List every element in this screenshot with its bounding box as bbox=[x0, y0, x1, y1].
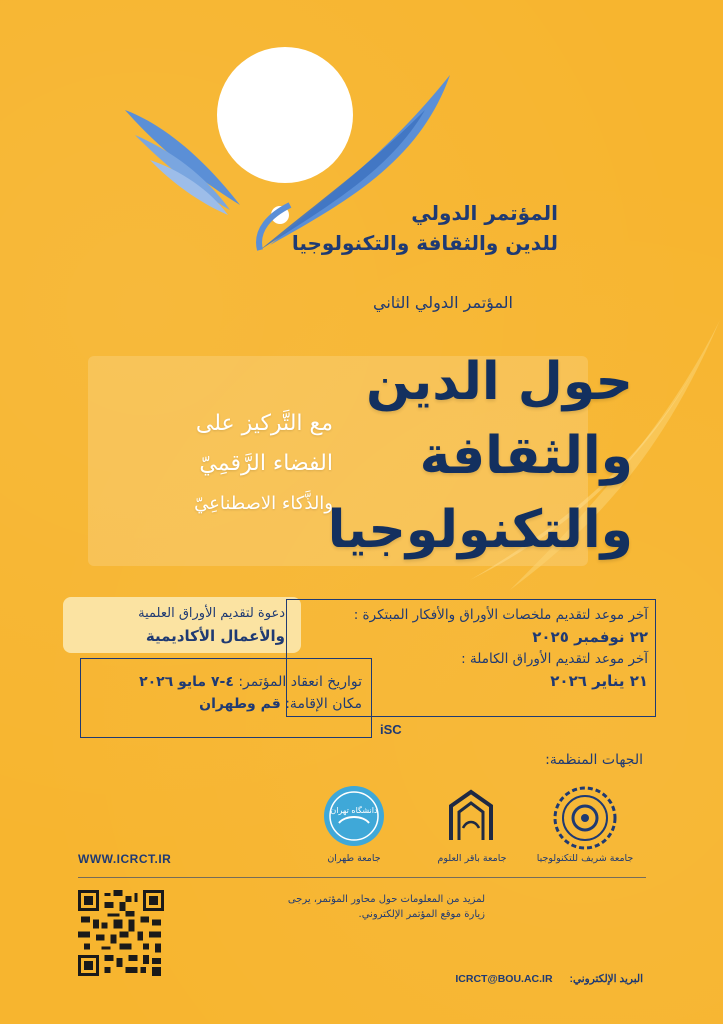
sharif-university-caption: جامعة شريف للتكنولوجيا bbox=[536, 853, 634, 864]
baqir-logo-icon bbox=[445, 788, 497, 844]
baqir-university-caption: جامعة باقر العلوم bbox=[437, 853, 507, 864]
abstract-deadline-date: ٢٢ نوفمبر ٢٠٢٥ bbox=[532, 628, 648, 646]
org-title-line2: للدين والثقافة والتكنولوجيا bbox=[291, 231, 558, 255]
email-address[interactable]: ICRCT@BOU.AC.IR bbox=[455, 973, 553, 985]
focus-line3: والذَّكاء الاصطناعِيّ bbox=[194, 493, 333, 514]
conference-subtitle: المؤتمر الدولي الثاني bbox=[372, 293, 513, 312]
focus-line1: مع التَّركيز على bbox=[195, 411, 333, 436]
focus-line2: الفضاء الرَّقمِيّ bbox=[199, 451, 333, 476]
organization-title bbox=[292, 198, 558, 258]
info-line2: زيارة موقع المؤتمر الإلكتروني. bbox=[358, 909, 485, 920]
call-for-papers bbox=[138, 603, 285, 647]
venue-label: مكان الإقامة: bbox=[285, 696, 362, 712]
conference-dates bbox=[139, 671, 362, 715]
venue-value: قم وطهران bbox=[199, 696, 281, 712]
call-line1: دعوة لتقديم الأوراق العلمية bbox=[138, 606, 285, 621]
info-line1: لمزيد من المعلومات حول محاور المؤتمر، يرجى bbox=[287, 894, 485, 905]
tehran-university-caption: جامعة طهران bbox=[327, 853, 381, 864]
footer-divider bbox=[78, 877, 646, 878]
main-title-line2: والثقافة bbox=[419, 426, 633, 486]
full-paper-deadline-date: ٢١ يناير ٢٠٢٦ bbox=[550, 672, 648, 690]
qr-code-icon bbox=[78, 890, 164, 976]
dates-label: تواريخ انعقاد المؤتمر: bbox=[238, 674, 362, 690]
full-paper-deadline-label: آخر موعد لتقديم الأوراق الكاملة : bbox=[461, 651, 648, 667]
main-title-line3: والتكنولوجيا bbox=[327, 500, 633, 560]
dates-value: ٤-٧ مايو ٢٠٢٦ bbox=[139, 674, 234, 690]
deadlines bbox=[354, 604, 648, 692]
website-link[interactable]: WWW.ICRCT.IR bbox=[78, 852, 172, 866]
focus-topics bbox=[194, 404, 333, 524]
main-title-line1: حول الدين bbox=[365, 352, 633, 412]
info-text bbox=[288, 892, 485, 922]
abstract-deadline-label: آخر موعد لتقديم ملخصات الأوراق والأفكار المبتكرة : bbox=[353, 607, 648, 623]
organizers-heading: الجهات المنظمة: bbox=[545, 752, 643, 768]
tehran-seal-icon bbox=[323, 785, 385, 847]
isc-logo: iSC bbox=[380, 722, 402, 737]
main-title bbox=[328, 345, 633, 567]
org-title-line1: المؤتمر الدولي bbox=[411, 201, 558, 225]
tehran-seal-text: دانشگاه تهران bbox=[330, 806, 378, 815]
email-contact bbox=[445, 973, 643, 985]
email-label: البريد الإلكتروني: bbox=[569, 973, 643, 985]
call-line2: والأعمال الأكاديمية bbox=[145, 627, 285, 645]
gear-seal-icon bbox=[553, 786, 617, 850]
